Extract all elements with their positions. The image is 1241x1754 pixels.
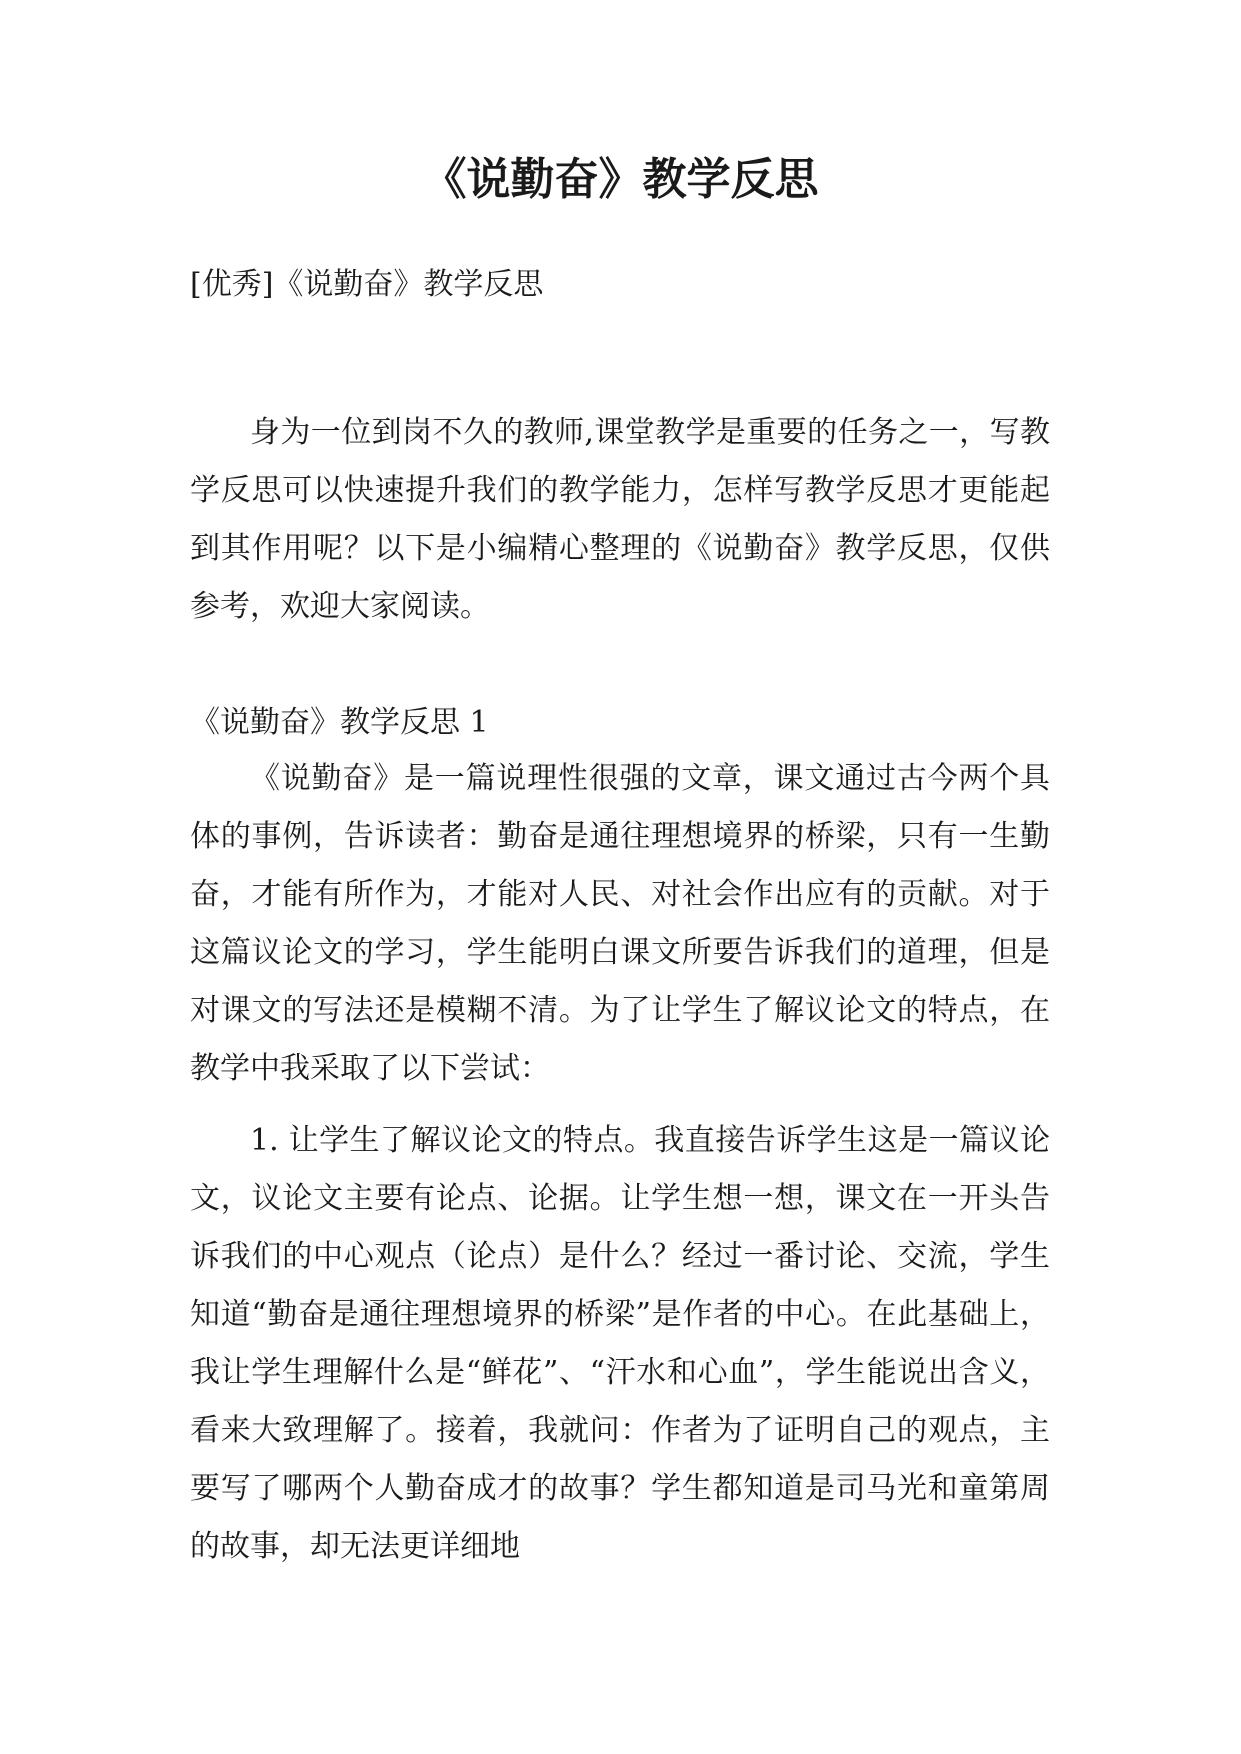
document-title: 《说勤奋》教学反思 [422,154,819,205]
document-subtitle: [优秀]《说勤奋》教学反思 [190,267,544,302]
body-paragraph: 《说勤奋》是一篇说理性很强的文章，课文通过古今两个具体的事例，告诉读者：勤奋是通往理想境界的桥梁，只有一生勤奋，才能有所作为，才能对人民、对社会作出应有的贡献。对于这篇议论文的学习，学生能明白课文所要告诉我们的道理，但是对课文的写法还是模糊不清。为了让学生了解议论文的特点，在教学中我采取了以下尝试： [190,761,1050,1086]
section-heading: 《说勤奋》教学反思 1 [190,705,489,740]
intro-paragraph: 身为一位到岗不久的教师,课堂教学是重要的任务之一，写教学反思可以快速提升我们的教学能力，怎样写教学反思才更能起到其作用呢？以下是小编精心整理的《说勤奋》教学反思，仅供参考，欢迎大家阅读。 [190,415,1050,624]
body-paragraph: 1. 让学生了解议论文的特点。我直接告诉学生这是一篇议论文，议论文主要有论点、论据。让学生想一想，课文在一开头告诉我们的中心观点（论点）是什么？经过一番讨论、交流，学生知道“勤奋是通往理想境界的桥梁”是作者的中心。在此基础上，我让学生理解什么是“鲜花”、“汗水和心血”，学生能说出含义，看来大致理解了。接着，我就问：作者为了证明自己的观点，主要写了哪两个人勤奋成才的故事？学生都知道是司马光和童第周的故事，却无法更详细地 [190,1123,1050,1564]
